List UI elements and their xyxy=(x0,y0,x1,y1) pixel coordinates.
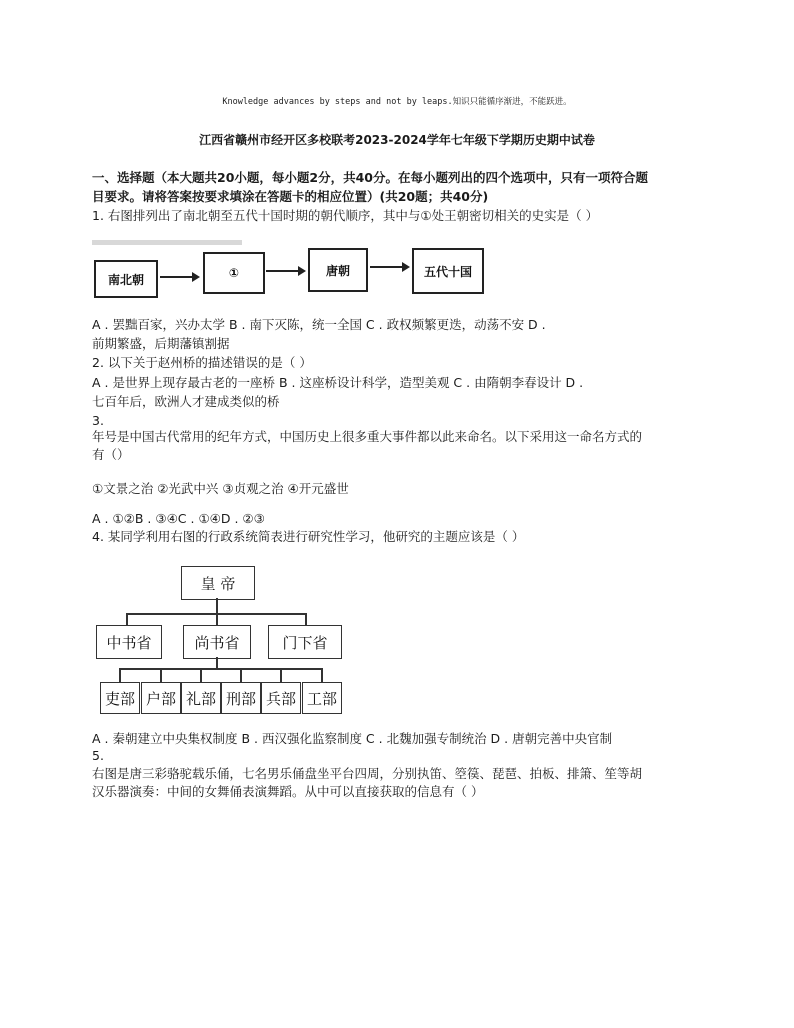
chart-ministry-bing: 兵部 xyxy=(261,682,301,714)
diagram-box-blank: ① xyxy=(203,252,265,294)
q3-stem-line1: 年号是中国古代常用的纪年方式，中国历史上很多重大事件都以此来命名。以下采用这一命名方式的 xyxy=(92,429,643,444)
diagram-box-wudai: 五代十国 xyxy=(412,248,484,294)
q5-number: 5. xyxy=(92,748,104,763)
q4-stem: 4. 某同学利用右图的行政系统简表进行研究性学习，他研究的主题应该是（ ） xyxy=(92,529,525,544)
chart-connector xyxy=(321,668,323,682)
diagram-arrow xyxy=(160,276,198,278)
chart-connector xyxy=(126,613,128,625)
chart-ministry-hu: 户部 xyxy=(141,682,181,714)
chart-ministry-xing: 刑部 xyxy=(221,682,261,714)
q2-stem: 2. 以下关于赵州桥的描述错误的是（ ） xyxy=(92,355,312,370)
chart-connector xyxy=(240,668,242,682)
q4-options: A . 秦朝建立中央集权制度 B . 西汉强化监察制度 C . 北魏加强专制统治 D . 唐朝完善中央官制 xyxy=(92,731,613,746)
chart-connector xyxy=(200,668,202,682)
scan-artifact xyxy=(92,240,242,245)
page-motto: Knowledge advances by steps and not by leaps.知识只能循序渐进，不能跃进。 xyxy=(222,97,572,107)
diagram-box-tang: 唐朝 xyxy=(308,248,368,292)
diagram-arrow xyxy=(370,266,408,268)
chart-ministry-li: 吏部 xyxy=(100,682,140,714)
q3-options: A . ①②B . ③④C . ①④D . ②③ xyxy=(92,511,265,526)
q2-options-line1: A . 是世界上现存最古老的一座桥 B . 这座桥设计科学，造型美观 C . 由隋朝李春设计 D . xyxy=(92,375,584,390)
section-heading-line2: 目要求。请将答案按要求填涂在答题卡的相应位置）(共20题；共40分) xyxy=(92,189,489,204)
q3-number: 3. xyxy=(92,413,104,428)
q5-stem-line2: 汉乐器演奏：中间的女舞俑表演舞蹈。从中可以直接获取的信息有（ ） xyxy=(92,784,484,799)
chart-zhongshu: 中书省 xyxy=(96,625,162,659)
diagram-box-nanbeichao: 南北朝 xyxy=(94,260,158,298)
q3-items: ①文景之治 ②光武中兴 ③贞观之治 ④开元盛世 xyxy=(92,481,349,496)
chart-connector xyxy=(305,613,307,625)
q3-stem-line2: 有（） xyxy=(92,447,130,462)
q5-stem-line1: 右图是唐三彩骆驼载乐俑，七名男乐俑盘坐平台四周，分别执笛、箜篌、琵琶、拍板、排箫、笙等胡 xyxy=(92,766,643,781)
chart-ministry-li-rites: 礼部 xyxy=(181,682,221,714)
diagram-arrow xyxy=(266,270,304,272)
chart-connector xyxy=(280,668,282,682)
chart-connector xyxy=(216,598,218,614)
chart-connector xyxy=(160,668,162,682)
section-heading-line1: 一、选择题（本大题共20小题，每小题2分，共40分。在每小题列出的四个选项中，只有一项符合题 xyxy=(92,170,648,185)
q2-options-line2: 七百年后，欧洲人才建成类似的桥 xyxy=(92,394,280,409)
chart-emperor: 皇 帝 xyxy=(181,566,255,600)
q1-stem: 1. 右图排列出了南北朝至五代十国时期的朝代顺序，其中与①处王朝密切相关的史实是（ ） xyxy=(92,208,599,223)
chart-menxia: 门下省 xyxy=(268,625,342,659)
q1-options-line2: 前期繁盛，后期藩镇割据 xyxy=(92,336,230,351)
chart-connector xyxy=(119,668,322,670)
chart-ministry-gong: 工部 xyxy=(302,682,342,714)
chart-connector xyxy=(216,613,218,625)
q1-options-line1: A . 罢黜百家，兴办太学 B . 南下灭陈，统一全国 C . 政权频繁更迭，动荡不安 D . xyxy=(92,317,546,332)
chart-connector xyxy=(119,668,121,682)
chart-shangshu: 尚书省 xyxy=(183,625,251,659)
exam-title: 江西省赣州市经开区多校联考2023-2024学年七年级下学期历史期中试卷 xyxy=(199,133,595,147)
